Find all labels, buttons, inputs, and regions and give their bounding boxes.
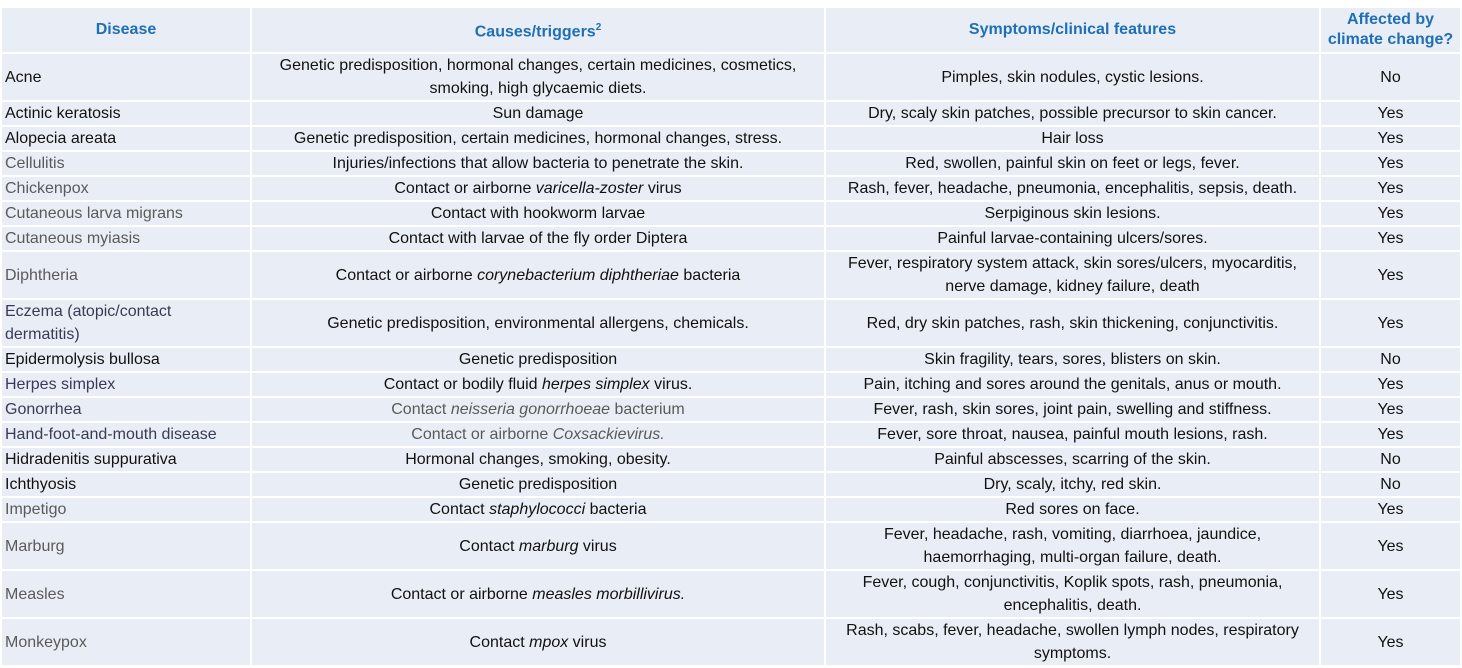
table-row	[1, 347, 1461, 372]
disease-cell: Cutaneous myiasis	[1, 226, 251, 251]
table-row	[1, 447, 1461, 472]
cause-cell: Contact or airborne Coxsackievirus.	[251, 422, 825, 447]
cause-cell: Contact or bodily fluid herpes simplex virus.	[251, 372, 825, 397]
disease-cell: Alopecia areata	[1, 126, 251, 151]
table-row	[1, 101, 1461, 126]
cause-cell: Hormonal changes, smoking, obesity.	[251, 447, 825, 472]
affected-cell: Yes	[1320, 226, 1461, 251]
cause-cell: Contact with hookworm larvae	[251, 201, 825, 226]
symptoms-cell: Red, swollen, painful skin on feet or legs, fever.	[825, 151, 1320, 176]
cause-cell: Contact staphylococci bacteria	[251, 497, 825, 522]
symptoms-cell: Hair loss	[825, 126, 1320, 151]
header-disease: Disease	[1, 7, 251, 53]
cause-cell: Sun damage	[251, 101, 825, 126]
symptoms-cell: Dry, scaly skin patches, possible precursor to skin cancer.	[825, 101, 1320, 126]
table-row	[1, 497, 1461, 522]
symptoms-cell: Fever, headache, rash, vomiting, diarrhoea, jaundice, haemorrhaging, multi-organ failure, death.	[825, 522, 1320, 570]
symptoms-cell: Red sores on face.	[825, 497, 1320, 522]
disease-cell: Measles	[1, 570, 251, 618]
cause-cell: Contact or airborne measles morbillivirus.	[251, 570, 825, 618]
disease-cell: Ichthyosis	[1, 472, 251, 497]
symptoms-cell: Fever, sore throat, nausea, painful mouth lesions, rash.	[825, 422, 1320, 447]
affected-cell: Yes	[1320, 101, 1461, 126]
table-row	[1, 570, 1461, 618]
affected-cell: No	[1320, 53, 1461, 101]
affected-cell: Yes	[1320, 299, 1461, 347]
affected-cell: Yes	[1320, 126, 1461, 151]
cause-cell: Contact or airborne corynebacterium diphtheriae bacteria	[251, 251, 825, 299]
affected-cell: No	[1320, 447, 1461, 472]
cause-cell: Contact with larvae of the fly order Diptera	[251, 226, 825, 251]
cause-cell: Genetic predisposition	[251, 472, 825, 497]
header-affected: Affected by climate change?	[1320, 7, 1461, 53]
affected-cell: Yes	[1320, 422, 1461, 447]
affected-cell: Yes	[1320, 201, 1461, 226]
disease-cell: Cutaneous larva migrans	[1, 201, 251, 226]
affected-cell: Yes	[1320, 251, 1461, 299]
symptoms-cell: Pain, itching and sores around the genitals, anus or mouth.	[825, 372, 1320, 397]
table-row	[1, 422, 1461, 447]
symptoms-cell: Fever, rash, skin sores, joint pain, swelling and stiffness.	[825, 397, 1320, 422]
header-causes: Causes/triggers$^2$	[251, 7, 825, 53]
table-row	[1, 176, 1461, 201]
disease-cell: Hand-foot-and-mouth disease	[1, 422, 251, 447]
disease-cell: Gonorrhea	[1, 397, 251, 422]
affected-cell: Yes	[1320, 570, 1461, 618]
symptoms-cell: Serpiginous skin lesions.	[825, 201, 1320, 226]
symptoms-cell: Dry, scaly, itchy, red skin.	[825, 472, 1320, 497]
symptoms-cell: Fever, cough, conjunctivitis, Koplik spots, rash, pneumonia, encephalitis, death.	[825, 570, 1320, 618]
table-row	[1, 226, 1461, 251]
table-row	[1, 151, 1461, 176]
table-row	[1, 618, 1461, 666]
table-row	[1, 251, 1461, 299]
table-row	[1, 372, 1461, 397]
disease-cell: Diphtheria	[1, 251, 251, 299]
disease-cell: Acne	[1, 53, 251, 101]
table-row	[1, 397, 1461, 422]
header-symptoms: Symptoms/clinical features	[825, 7, 1320, 53]
table-row	[1, 201, 1461, 226]
disease-cell: Herpes simplex	[1, 372, 251, 397]
table-row	[1, 299, 1461, 347]
affected-cell: Yes	[1320, 618, 1461, 666]
table-row	[1, 53, 1461, 101]
cause-cell: Genetic predisposition, hormonal changes, certain medicines, cosmetics, smoking, high glycaemic diets.	[251, 53, 825, 101]
cause-cell: Genetic predisposition, environmental allergens, chemicals.	[251, 299, 825, 347]
symptoms-cell: Rash, scabs, fever, headache, swollen lymph nodes, respiratory symptoms.	[825, 618, 1320, 666]
affected-cell: No	[1320, 472, 1461, 497]
cause-cell: Injuries/infections that allow bacteria to penetrate the skin.	[251, 151, 825, 176]
disease-cell: Marburg	[1, 522, 251, 570]
table-row	[1, 522, 1461, 570]
symptoms-cell: Rash, fever, headache, pneumonia, encephalitis, sepsis, death.	[825, 176, 1320, 201]
affected-cell: Yes	[1320, 176, 1461, 201]
table-row	[1, 472, 1461, 497]
symptoms-cell: Red, dry skin patches, rash, skin thickening, conjunctivitis.	[825, 299, 1320, 347]
disease-cell: Eczema (atopic/contact dermatitis)	[1, 299, 251, 347]
cause-cell: Contact or airborne varicella-zoster virus	[251, 176, 825, 201]
symptoms-cell: Painful larvae-containing ulcers/sores.	[825, 226, 1320, 251]
cause-cell: Contact marburg virus	[251, 522, 825, 570]
affected-cell: Yes	[1320, 397, 1461, 422]
footnote-marker: 2	[595, 21, 602, 33]
disease-table	[0, 6, 1462, 667]
symptoms-cell: Painful abscesses, scarring of the skin.	[825, 447, 1320, 472]
symptoms-cell: Skin fragility, tears, sores, blisters on skin.	[825, 347, 1320, 372]
affected-cell: Yes	[1320, 522, 1461, 570]
disease-cell: Monkeypox	[1, 618, 251, 666]
cause-cell: Genetic predisposition	[251, 347, 825, 372]
cause-cell: Genetic predisposition, certain medicines, hormonal changes, stress.	[251, 126, 825, 151]
affected-cell: No	[1320, 347, 1461, 372]
symptoms-cell: Pimples, skin nodules, cystic lesions.	[825, 53, 1320, 101]
cause-cell: Contact mpox virus	[251, 618, 825, 666]
affected-cell: Yes	[1320, 497, 1461, 522]
header-row	[1, 7, 1461, 53]
disease-cell: Chickenpox	[1, 176, 251, 201]
table-row	[1, 126, 1461, 151]
cause-cell: Contact neisseria gonorrhoeae bacterium	[251, 397, 825, 422]
symptoms-cell: Fever, respiratory system attack, skin sores/ulcers, myocarditis, nerve damage, kidney failure, death	[825, 251, 1320, 299]
disease-cell: Impetigo	[1, 497, 251, 522]
disease-cell: Actinic keratosis	[1, 101, 251, 126]
disease-cell: Epidermolysis bullosa	[1, 347, 251, 372]
disease-cell: Cellulitis	[1, 151, 251, 176]
affected-cell: Yes	[1320, 151, 1461, 176]
disease-cell: Hidradenitis suppurativa	[1, 447, 251, 472]
affected-cell: Yes	[1320, 372, 1461, 397]
